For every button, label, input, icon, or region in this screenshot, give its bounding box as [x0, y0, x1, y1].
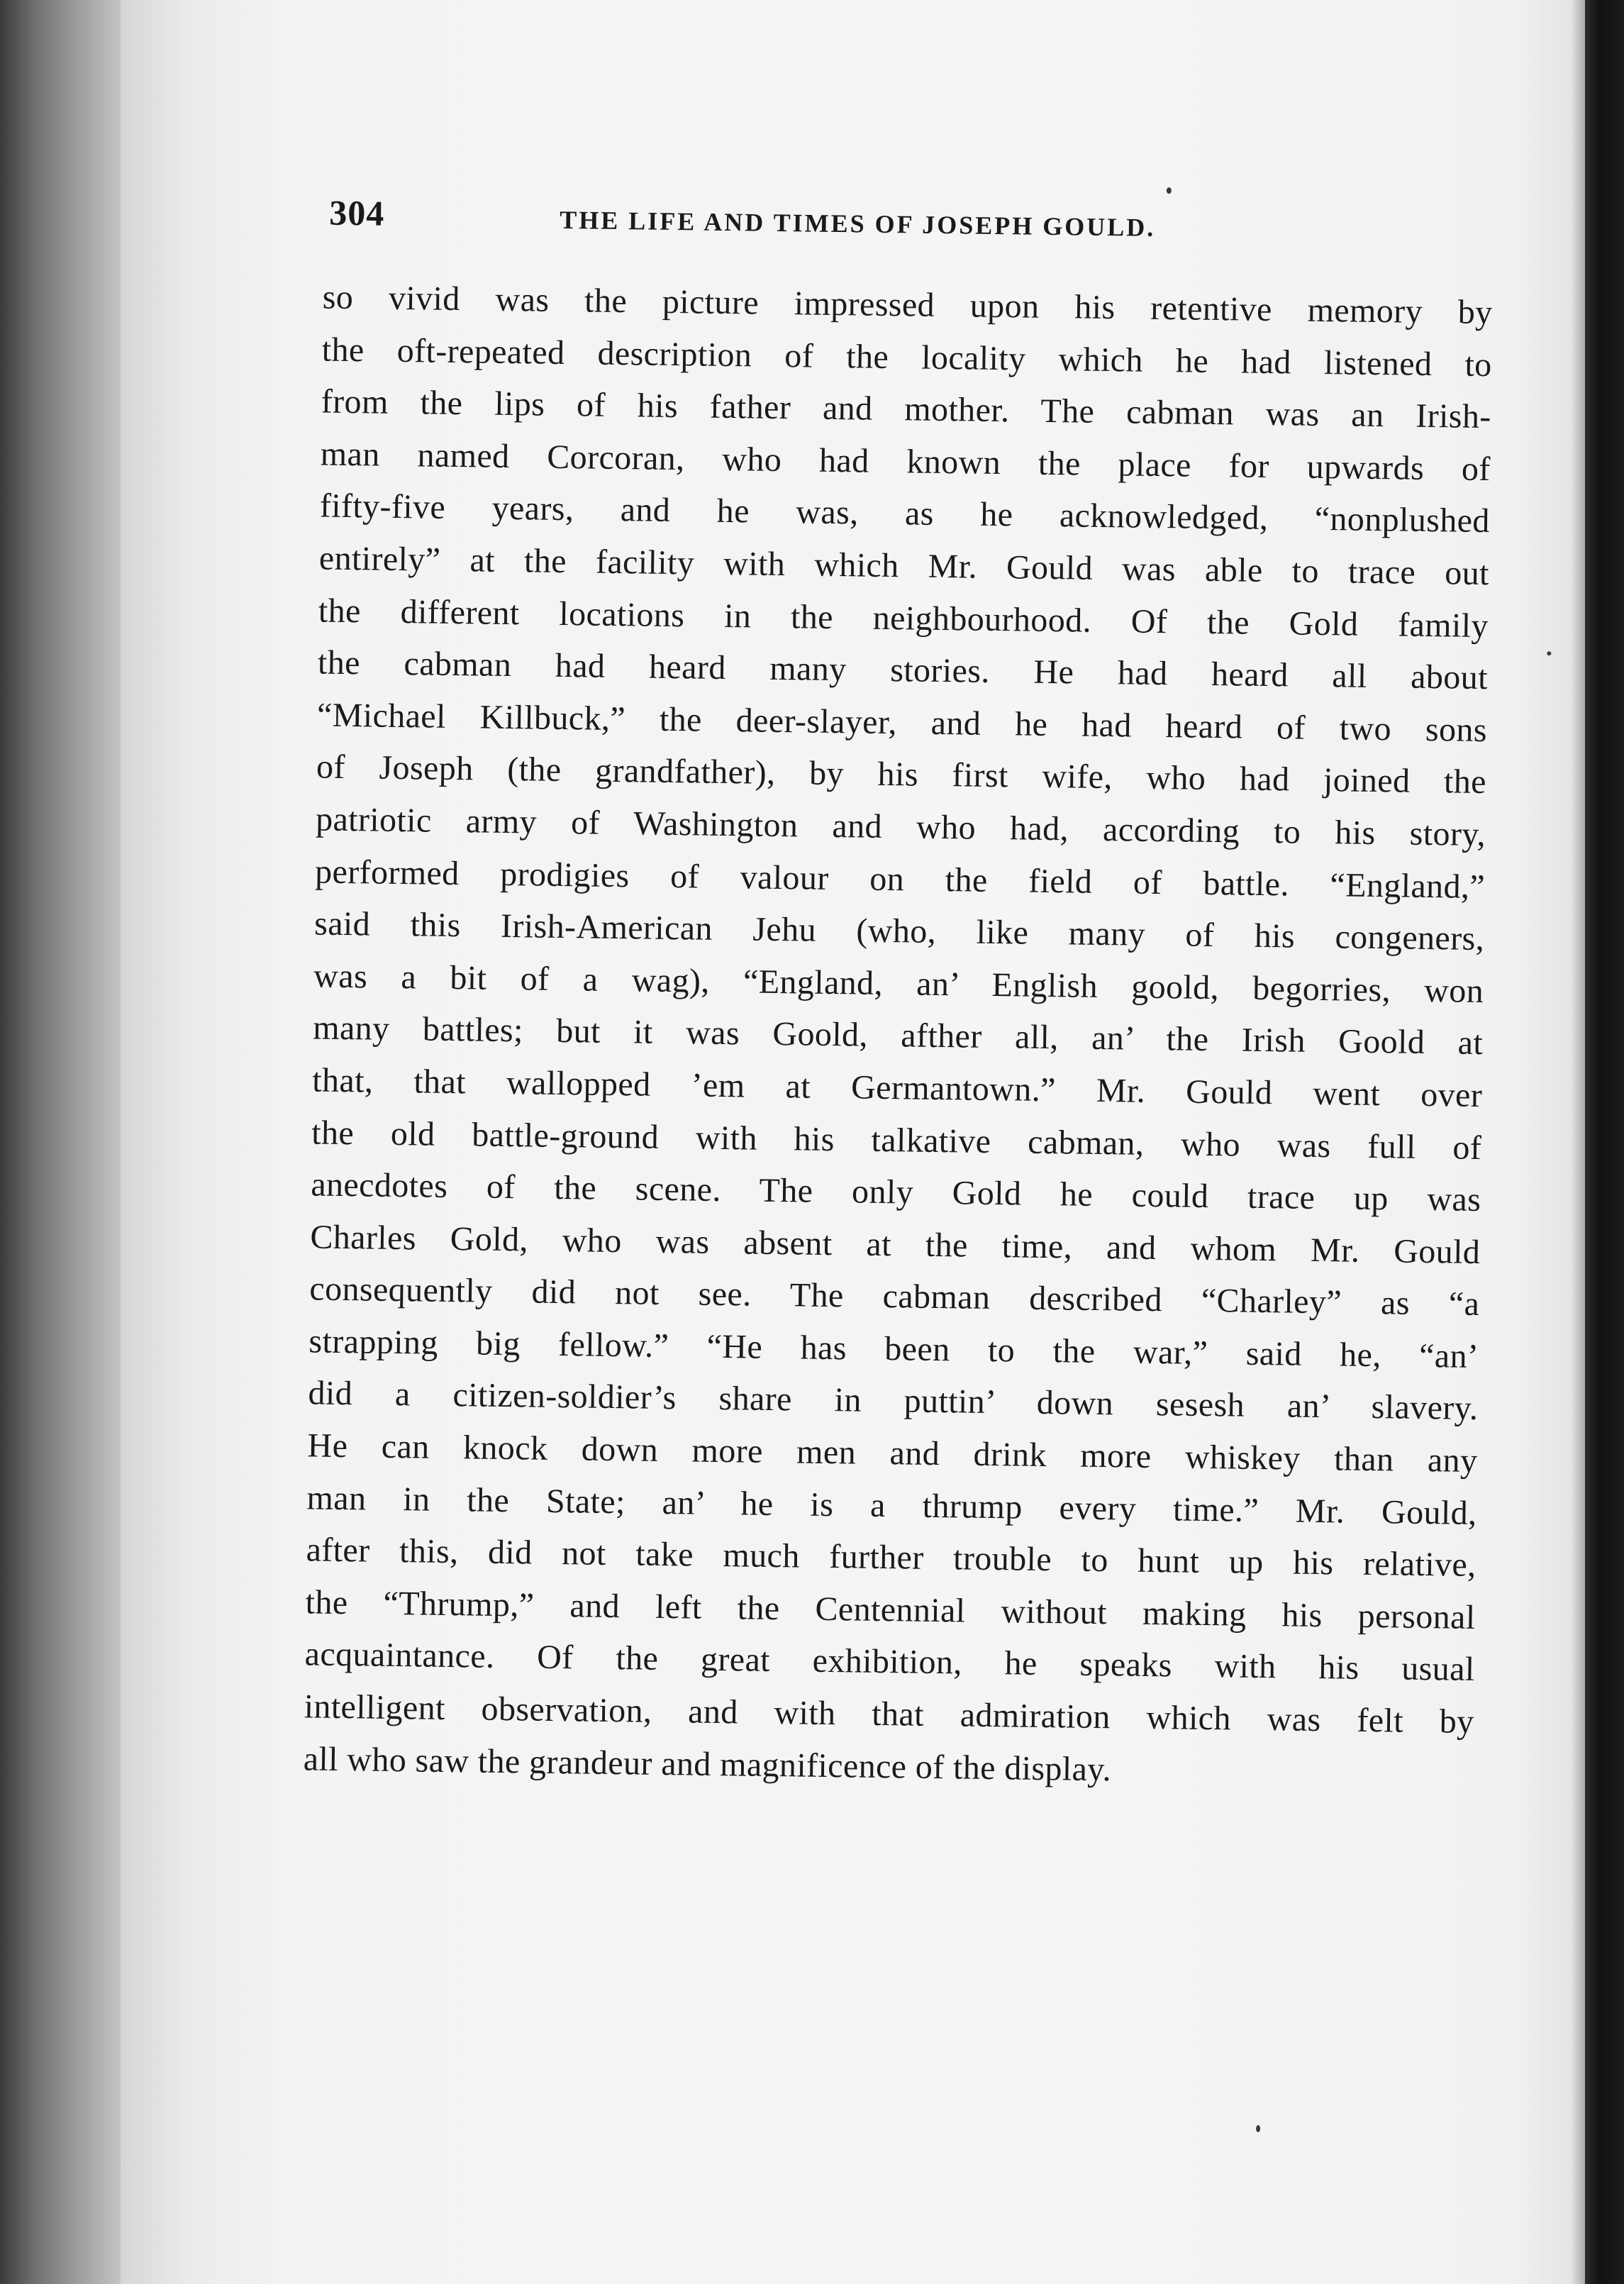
- running-head-title: THE LIFE AND TIMES OF JOSEPH GOULD.: [559, 205, 1156, 242]
- dust-speck: [1547, 651, 1551, 655]
- dust-speck: [1256, 2125, 1260, 2132]
- text-line: intelligent observation, and with that admiration which was felt by: [304, 1687, 1474, 1741]
- text-line: performed prodigies of valour on the field of battle. “England,”: [314, 853, 1486, 906]
- adjacent-page-edge: [1585, 0, 1624, 2284]
- book-page: [121, 0, 1585, 2284]
- text-line: the “Thrump,” and left the Centennial without making his personal: [305, 1583, 1476, 1636]
- text-line: anecdotes of the scene. The only Gold he could trace up was: [311, 1165, 1481, 1219]
- text-line: was a bit of a wag), “England, an’ English goold, begorries, won: [313, 957, 1484, 1010]
- page-number: 304: [328, 192, 385, 233]
- text-line: the cabman had heard many stories. He had heard all about: [317, 643, 1489, 697]
- page-content: [104, 0, 1598, 2284]
- text-line: the old battle-ground with his talkative cabman, who was full of: [311, 1113, 1482, 1167]
- text-line: so vivid was the picture impressed upon his retentive memory by: [322, 278, 1493, 332]
- text-line: the oft-repeated description of the locality which he had listened to: [321, 331, 1493, 384]
- text-line: of Joseph (the grandfather), by his first wife, who had joined the: [316, 748, 1487, 802]
- text-line: “Michael Killbuck,” the deer-slayer, and he had heard of two sons: [316, 696, 1488, 749]
- text-line: from the lips of his father and mother. The cabman was an Irish-: [321, 382, 1492, 436]
- text-line: the different locations in the neighbourhood. Of the Gold family: [318, 592, 1489, 645]
- running-head: [329, 192, 1436, 263]
- text-line: after this, did not take much further trouble to hunt up his relative,: [306, 1531, 1476, 1585]
- text-line: patriotic army of Washington and who had, according to his story,: [315, 800, 1486, 854]
- text-line: consequently did not see. The cabman described “Charley” as “a: [309, 1270, 1480, 1324]
- text-line: strapping big fellow.” “He has been to the war,” said he, “an’: [308, 1322, 1479, 1375]
- text-line: fifty-five years, and he was, as he acknowledged, “nonplushed: [319, 487, 1491, 540]
- text-line: acquaintance. Of the great exhibition, he speaks with his usual: [304, 1635, 1475, 1689]
- text-line: entirely” at the facility with which Mr. Gould was able to trace out: [318, 539, 1490, 593]
- text-line: many battles; but it was Goold, afther all, an’ the Irish Goold at: [312, 1009, 1484, 1063]
- dust-speck: [1167, 187, 1172, 194]
- text-line: man named Corcoran, who had known the place for upwards of: [320, 435, 1491, 488]
- text-line: He can knock down more men and drink more whiskey than any: [307, 1426, 1478, 1480]
- text-line: all who saw the grandeur and magnificence of the display.: [303, 1740, 1112, 1788]
- text-line: Charles Gold, who was absent at the time, and whom Mr. Gould: [310, 1218, 1481, 1271]
- body-paragraph: [303, 272, 1493, 1801]
- text-line: said this Irish-American Jehu (who, like many of his congeners,: [313, 904, 1485, 958]
- text-line: did a citizen-soldier’s share in puttin’ down sesesh an’ slavery.: [308, 1374, 1479, 1428]
- text-line: man in the State; an’ he is a thrump every time.” Mr. Gould,: [306, 1479, 1477, 1532]
- text-line: that, that wallopped ’em at Germantown.” Mr. Gould went over: [311, 1061, 1483, 1114]
